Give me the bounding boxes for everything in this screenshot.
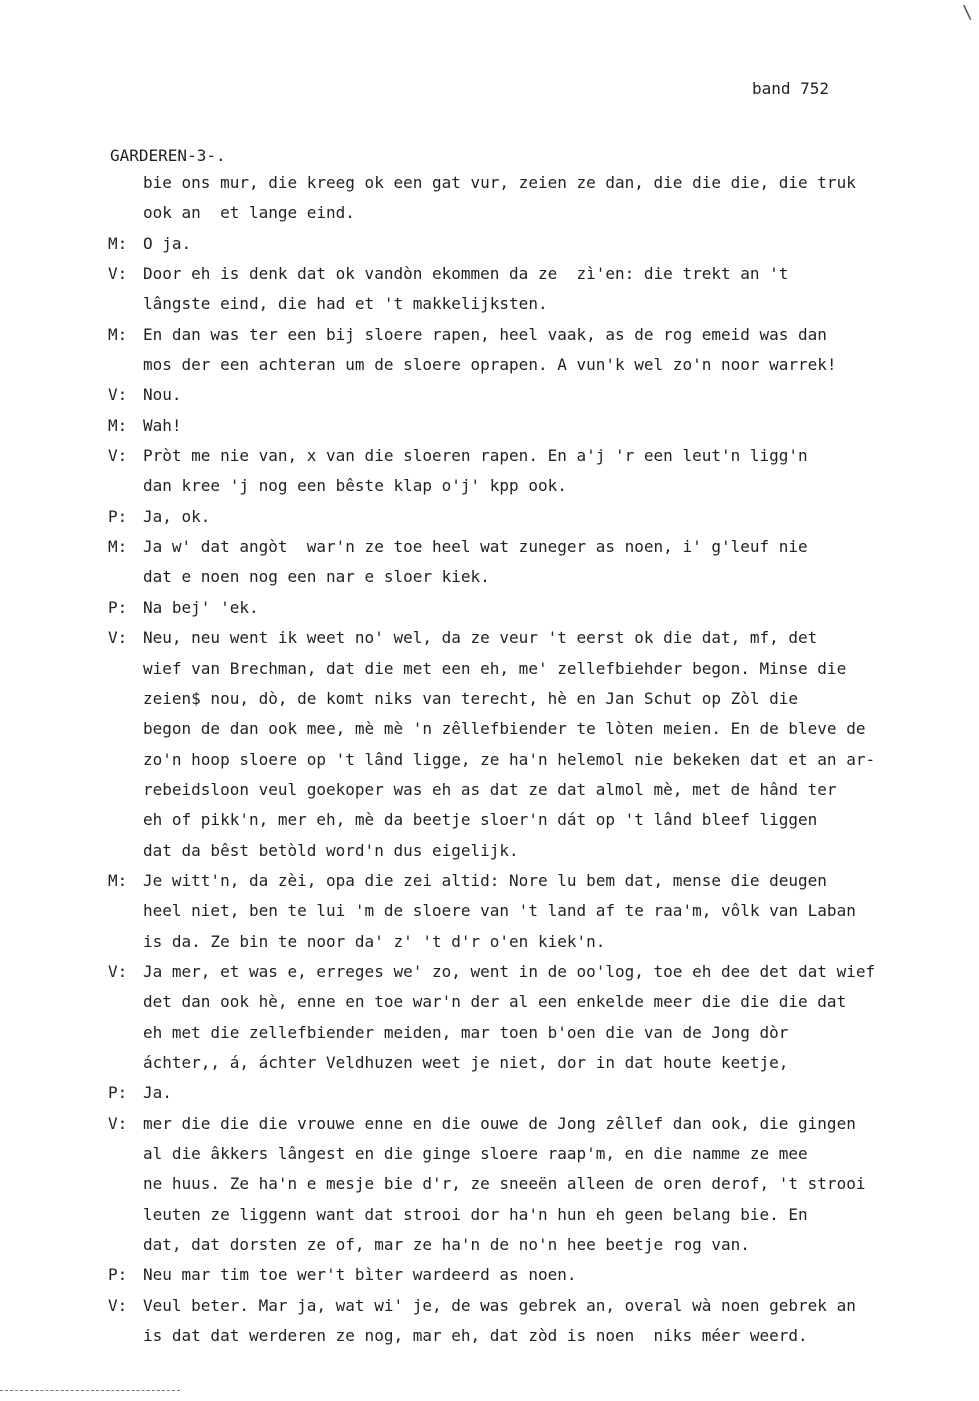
transcript-turn xyxy=(108,502,948,532)
utterance-line: Ja w' dat angòt war'n ze toe heel wat zuneger as noen, i' g'leuf nie xyxy=(143,537,808,557)
utterance-line: zo'n hoop sloere op 't lând ligge, ze ha'n helemol nie bekeken dat et an ar- xyxy=(143,749,876,769)
utterance-line: eh met die zellefbiender meiden, mar toen b'oen die van de Jong dòr xyxy=(143,1022,789,1042)
utterance-line: ne huus. Ze ha'n e mesje bie d'r, ze sneeën alleen de oren derof, 't strooi xyxy=(143,1174,866,1194)
speaker-label: P: xyxy=(108,1265,128,1285)
utterance-line: Ja, ok. xyxy=(143,506,211,526)
utterance-line: Veul beter. Mar ja, wat wi' je, de was gebrek an, overal wà noen gebrek an xyxy=(143,1295,856,1315)
transcript-turn xyxy=(108,1109,948,1261)
band-number: band 752 xyxy=(752,79,830,98)
utterance xyxy=(143,441,948,502)
footer-rule xyxy=(0,1390,180,1391)
speaker-label: P: xyxy=(108,1083,128,1103)
utterance xyxy=(143,1078,948,1108)
location-heading: GARDEREN-3-. xyxy=(110,146,226,165)
transcript-turn xyxy=(108,1260,948,1290)
utterance-line: Ja. xyxy=(143,1083,172,1103)
speaker-label: V: xyxy=(108,446,128,466)
speaker-label: V: xyxy=(108,385,128,405)
speaker-label: M: xyxy=(108,870,128,890)
speaker-label: V: xyxy=(108,1113,128,1133)
utterance-line: Neu mar tim toe wer't bìter wardeerd as noen. xyxy=(143,1265,577,1285)
utterance-line: Pròt me nie van, x van die sloeren rapen. En a'j 'r een leut'n ligg'n xyxy=(143,446,808,466)
transcript-turn xyxy=(108,1078,948,1108)
speaker-label: M: xyxy=(108,537,128,557)
utterance-line: bie ons mur, die kreeg ok een gat vur, zeien ze dan, die die die, die truk xyxy=(143,173,856,192)
utterance-line: dan kree 'j nog een bêste klap o'j' kpp ook. xyxy=(143,476,567,496)
utterance-line: is da. Ze bin te noor da' z' 't d'r o'en kiek'n. xyxy=(143,931,606,951)
utterance-line: begon de dan ook mee, mè mè 'n zêllefbiender te lòten meien. En de bleve de xyxy=(143,719,866,739)
transcript-turn xyxy=(108,168,948,229)
utterance-line: Door eh is denk dat ok vandòn ekommen da ze zì'en: die trekt an 't xyxy=(143,264,789,284)
transcript xyxy=(108,168,948,1351)
transcript-turn xyxy=(108,866,948,957)
utterance xyxy=(143,593,948,623)
utterance xyxy=(143,380,948,410)
utterance xyxy=(143,1260,948,1290)
utterance-line: ook an et lange eind. xyxy=(143,203,355,223)
utterance-line: heel niet, ben te lui 'm de sloere van 't land af te raa'm, vôlk van Laban xyxy=(143,901,856,921)
utterance xyxy=(143,229,948,259)
utterance xyxy=(143,320,948,381)
utterance-line: zeien$ nou, dò, de komt niks van terecht, hè en Jan Schut op Zòl die xyxy=(143,688,799,708)
speaker-label: M: xyxy=(108,324,128,344)
transcript-turn xyxy=(108,441,948,502)
speaker-label: P: xyxy=(108,506,128,526)
transcript-turn xyxy=(108,593,948,623)
transcript-turn xyxy=(108,380,948,410)
utterance-line: dat da bêst betòld word'n dus eigelijk. xyxy=(143,840,519,860)
transcript-turn xyxy=(108,957,948,1078)
transcript-turn xyxy=(108,623,948,866)
utterance-line: Na bej' 'ek. xyxy=(143,597,259,617)
utterance-line: eh of pikk'n, mer eh, mè da beetje sloer'n dát op 't lând bleef liggen xyxy=(143,810,818,830)
transcript-turn xyxy=(108,532,948,593)
utterance-line: Nou. xyxy=(143,385,182,405)
utterance xyxy=(143,502,948,532)
utterance-line: Je witt'n, da zèi, opa die zei altid: Nore lu bem dat, mense die deugen xyxy=(143,870,827,890)
transcript-turn xyxy=(108,259,948,320)
speaker-label: V: xyxy=(108,628,128,648)
utterance-line: wief van Brechman, dat die met een eh, me' zellefbiehder begon. Minse die xyxy=(143,658,847,678)
speaker-label: V: xyxy=(108,961,128,981)
utterance xyxy=(143,957,948,1078)
utterance-line: lângste eind, die had et 't makkelijksten. xyxy=(143,294,548,314)
utterance-line: En dan was ter een bij sloere rapen, heel vaak, as de rog emeid was dan xyxy=(143,324,827,344)
transcript-turn xyxy=(108,411,948,441)
speaker-label: V: xyxy=(108,264,128,284)
utterance-line: det dan ook hè, enne en toe war'n der al een enkelde meer die die die dat xyxy=(143,992,847,1012)
utterance-line: dat e noen nog een nar e sloer kiek. xyxy=(143,567,490,587)
utterance xyxy=(143,623,948,866)
utterance xyxy=(143,259,948,320)
utterance xyxy=(143,1109,948,1261)
utterance-line: mos der een achteran um de sloere oprapen. A vun'k wel zo'n noor warrek! xyxy=(143,355,837,375)
utterance xyxy=(143,866,948,957)
speaker-label: M: xyxy=(108,233,128,253)
utterance-line: is dat dat werderen ze nog, mar eh, dat zòd is noen niks méer weerd. xyxy=(143,1326,808,1346)
speaker-label: M: xyxy=(108,415,128,435)
transcript-turn xyxy=(108,229,948,259)
utterance-line: mer die die die vrouwe enne en die ouwe de Jong zêllef dan ook, die gingen xyxy=(143,1113,856,1133)
speaker-label: P: xyxy=(108,597,128,617)
utterance-line: al die âkkers lângest en die ginge sloere raap'm, en die namme ze mee xyxy=(143,1144,808,1163)
utterance-line: Neu, neu went ik weet no' wel, da ze veur 't eerst ok die dat, mf, det xyxy=(143,628,818,648)
utterance xyxy=(143,168,948,229)
utterance xyxy=(143,532,948,593)
corner-mark: \ xyxy=(962,2,973,23)
speaker-label xyxy=(108,168,143,229)
utterance-line: dat, dat dorsten ze of, mar ze ha'n de no'n hee beetje rog van. xyxy=(143,1235,750,1255)
utterance-line: O ja. xyxy=(143,233,192,253)
utterance-line: Wah! xyxy=(143,415,182,435)
utterance-line: leuten ze liggenn want dat strooi dor ha'n hun eh geen belang bie. En xyxy=(143,1204,808,1224)
utterance-line: áchter,, á, áchter Veldhuzen weet je niet, dor in dat houte keetje, xyxy=(143,1052,789,1072)
utterance-line: rebeidsloon veul goekoper was eh as dat ze dat almol mè, met de hând ter xyxy=(143,779,837,799)
utterance xyxy=(143,411,948,441)
speaker-label: V: xyxy=(108,1295,128,1315)
utterance xyxy=(143,1291,948,1352)
transcript-turn xyxy=(108,320,948,381)
transcript-turn xyxy=(108,1291,948,1352)
utterance-line: Ja mer, et was e, erreges we' zo, went in de oo'log, toe eh dee det dat wief xyxy=(143,961,876,981)
